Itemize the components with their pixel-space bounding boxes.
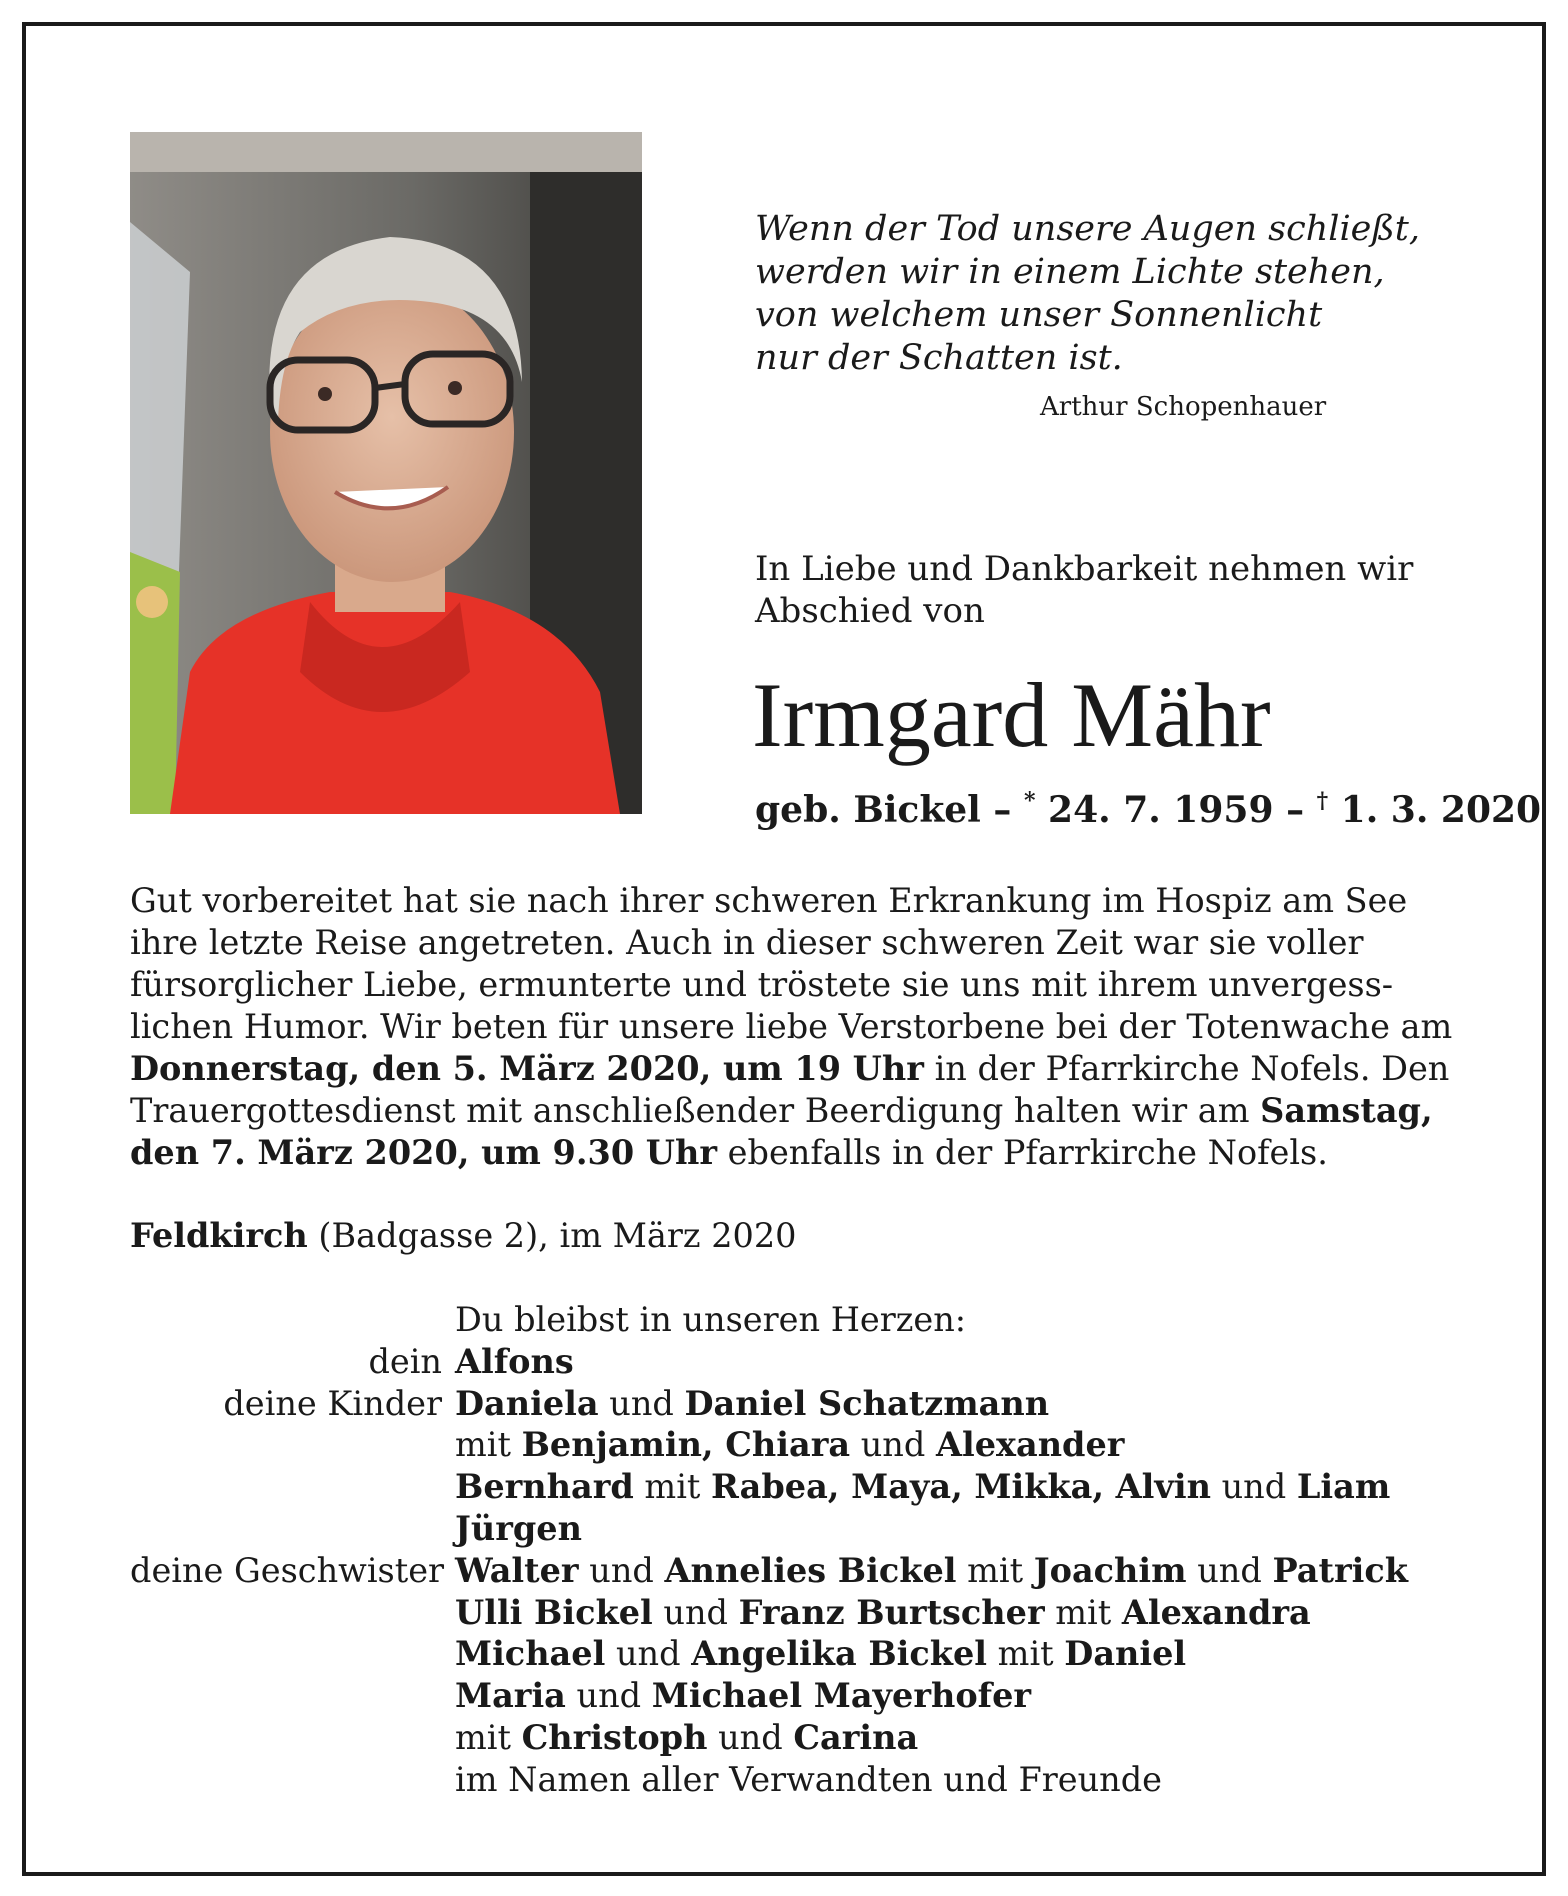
person-name: Alexander: [935, 1425, 1125, 1465]
person-name: Annelies Bickel: [664, 1550, 957, 1590]
mourner-row: [130, 1633, 1450, 1675]
connector: und: [578, 1550, 665, 1590]
person-name: Daniel: [1064, 1634, 1187, 1674]
quote-line: Wenn der Tod unsere Augen schließt,: [755, 209, 1420, 249]
body-line: fürsorglicher Liebe, ermunterte und tröstete sie uns mit ihrem unvergess-: [130, 965, 1394, 1004]
address-date: (Badgasse 2), im März 2020: [307, 1216, 797, 1255]
wake-date: Donnerstag, den 5. März 2020, um 19 Uhr: [130, 1049, 924, 1088]
person-name: Michael Mayerhofer: [651, 1676, 1032, 1716]
relation-label: deine Kinder: [223, 1383, 442, 1423]
person-name: Walter: [455, 1550, 579, 1590]
relation-empty: [130, 1759, 455, 1801]
person-name: Ulli Bickel: [455, 1592, 653, 1632]
closing-line: im Namen aller Verwandten und Freunde: [455, 1759, 1163, 1799]
body-line: [130, 1048, 1450, 1090]
person-name: Christoph: [521, 1717, 708, 1757]
relation-empty: [130, 1675, 455, 1717]
mourner-row: [130, 1550, 1450, 1592]
person-name: Joachim: [1033, 1550, 1187, 1590]
mourner-row: [130, 1508, 1450, 1550]
connector: und: [1186, 1550, 1273, 1590]
mourner-names: [455, 1633, 1186, 1675]
person-name: Benjamin, Chiara: [521, 1425, 851, 1465]
relation-label: deine Geschwister: [130, 1550, 445, 1590]
mourner-names: [455, 1466, 1390, 1508]
mourners-heading-row: [130, 1299, 1450, 1341]
connector: und: [652, 1592, 739, 1632]
death-symbol: †: [1316, 788, 1329, 814]
quote: [755, 208, 1420, 380]
mourner-names: [455, 1341, 574, 1383]
city: Feldkirch: [130, 1216, 308, 1255]
connector: und: [707, 1717, 794, 1757]
funeral-day: Samstag,: [1260, 1091, 1433, 1130]
place-line: [130, 1215, 796, 1257]
mourner-row: [130, 1717, 1450, 1759]
person-name: Rabea, Maya, Mikka, Alvin: [711, 1467, 1211, 1507]
mourner-names: [455, 1383, 1049, 1425]
person-name: Franz Burtscher: [738, 1592, 1045, 1632]
person-name: Jürgen: [455, 1508, 582, 1548]
person-name: Daniel Schatzmann: [684, 1383, 1050, 1423]
person-name: Carina: [793, 1717, 919, 1757]
connector: mit: [956, 1550, 1034, 1590]
life-dates: [755, 778, 1541, 833]
relation-empty: [130, 1717, 455, 1759]
connector: mit: [455, 1717, 522, 1757]
mourner-row: [130, 1675, 1450, 1717]
person-name: Angelika Bickel: [691, 1634, 988, 1674]
portrait-photo: [130, 132, 642, 814]
mourner-row: [130, 1424, 1450, 1466]
mourner-names: [455, 1424, 1124, 1466]
mourner-names: [455, 1592, 1311, 1634]
relation-empty: [130, 1508, 455, 1550]
quote-line: von welchem unser Sonnenlicht: [755, 295, 1323, 335]
relation-empty: [130, 1424, 455, 1466]
quote-line: nur der Schatten ist.: [755, 338, 1123, 378]
relation-label: dein: [368, 1341, 442, 1381]
intro-text: [755, 548, 1455, 632]
intro-line: Abschied von: [755, 591, 985, 631]
separator: –: [1286, 789, 1305, 831]
mourner-row: [130, 1341, 1450, 1383]
person-name: Michael: [455, 1634, 606, 1674]
body-line: [130, 1132, 1440, 1174]
relation-empty: [130, 1299, 455, 1341]
connector: und: [850, 1425, 936, 1465]
mourner-row: [130, 1592, 1450, 1634]
connector: mit: [633, 1467, 712, 1507]
mourner-names: [455, 1717, 918, 1759]
birth-symbol: *: [1023, 788, 1036, 814]
birth-date: 24. 7. 1959: [1048, 789, 1274, 831]
connector: und: [565, 1676, 652, 1716]
mourner-names: [455, 1675, 1031, 1717]
body-line: Gut vorbereitet hat sie nach ihrer schweren Erkrankung im Hospiz am See: [130, 881, 1408, 920]
connector: mit: [455, 1425, 522, 1465]
birth-name: geb. Bickel: [755, 789, 981, 831]
connector: und: [605, 1634, 692, 1674]
mourners-list: [130, 1299, 1450, 1801]
connector: und: [598, 1383, 685, 1423]
portrait-image: [130, 132, 642, 814]
announcement-body: [130, 880, 1453, 1174]
intro-line: In Liebe und Dankbarkeit nehmen wir: [755, 549, 1414, 589]
quote-line: werden wir in einem Lichte stehen,: [755, 252, 1385, 292]
relation-empty: [130, 1466, 455, 1508]
body-text: Trauergottesdienst mit anschließender Beerdigung halten wir am: [130, 1091, 1261, 1130]
mourners-heading: Du bleibst in unseren Herzen:: [455, 1300, 967, 1339]
mourner-names: [455, 1508, 582, 1550]
relation-empty: [130, 1633, 455, 1675]
connector: mit: [987, 1634, 1065, 1674]
connector: mit: [1044, 1592, 1122, 1632]
body-line: lichen Humor. Wir beten für unsere liebe Verstorbene bei der Totenwache am: [130, 1007, 1453, 1046]
relation-empty: [130, 1592, 455, 1634]
death-date: 1. 3. 2020: [1340, 789, 1542, 831]
quote-author: Arthur Schopenhauer: [1040, 392, 1327, 422]
person-name: Alfons: [455, 1341, 574, 1381]
deceased-name: Irmgard Mähr: [752, 664, 1271, 766]
person-name: Bernhard: [455, 1467, 634, 1507]
body-line: ihre letzte Reise angetreten. Auch in dieser schweren Zeit war sie voller: [130, 923, 1364, 962]
body-text: in der Pfarrkirche Nofels. Den: [923, 1049, 1450, 1088]
mourner-row: [130, 1383, 1450, 1425]
person-name: Daniela: [455, 1383, 599, 1423]
person-name: Patrick: [1272, 1550, 1408, 1590]
connector: und: [1210, 1467, 1297, 1507]
body-text: ebenfalls in der Pfarrkirche Nofels.: [717, 1133, 1328, 1172]
mourner-row: [130, 1759, 1450, 1801]
separator: –: [993, 789, 1012, 831]
person-name: Alexandra: [1121, 1592, 1311, 1632]
funeral-date: den 7. März 2020, um 9.30 Uhr: [130, 1133, 718, 1172]
mourner-row: [130, 1466, 1450, 1508]
mourner-names: [455, 1550, 1408, 1592]
person-name: Liam: [1296, 1467, 1391, 1507]
person-name: Maria: [455, 1676, 566, 1716]
body-line: [130, 1090, 1440, 1132]
